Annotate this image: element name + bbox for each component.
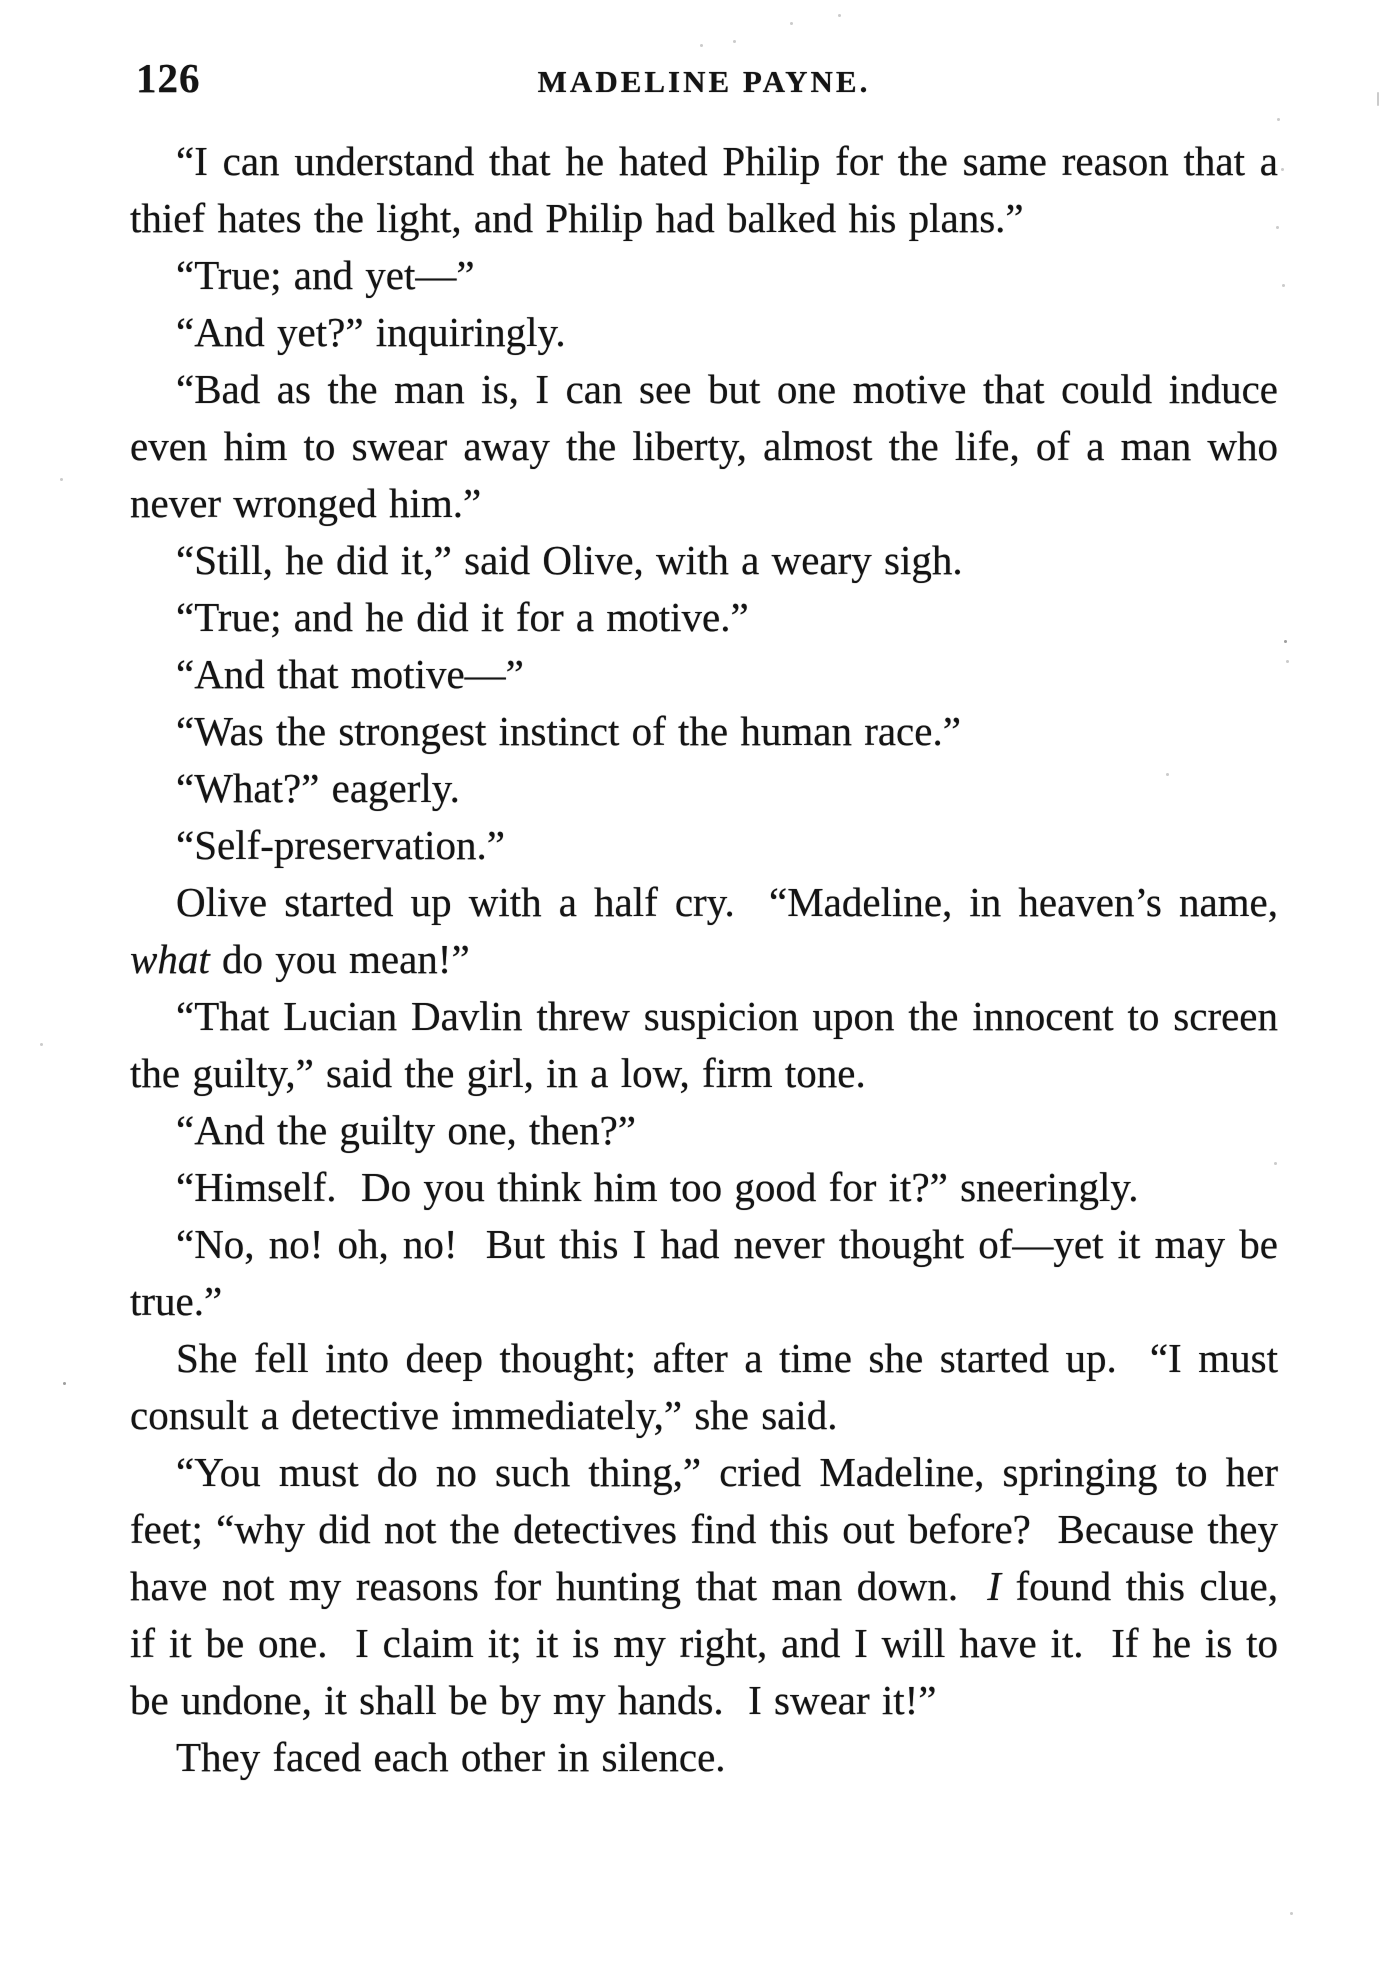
paragraph <box>130 988 1278 1102</box>
paragraph <box>130 361 1278 532</box>
text-run: “I can understand that he hated Philip for the same reason that a thief hates the light, and Philip had balked his plans.” <box>130 138 1278 241</box>
text-run: “True; and he did it for a motive.” <box>176 594 749 640</box>
paragraph <box>130 1444 1278 1729</box>
italic-text: I <box>987 1563 1001 1609</box>
scan-speck <box>1282 284 1285 287</box>
running-title: MADELINE PAYNE. <box>537 64 871 99</box>
text-run: She fell into deep thought; after a time she started up. “I must consult a detective immediately,” she said. <box>130 1335 1278 1438</box>
scan-speck <box>1281 168 1284 171</box>
text-run: “Still, he did it,” said Olive, with a weary sigh. <box>176 537 963 583</box>
text-run: Olive started up with a half cry. “Madeline, in heaven’s name, <box>176 879 1278 925</box>
paragraph <box>130 874 1278 988</box>
paragraph <box>130 247 1278 304</box>
text-run: They faced each other in silence. <box>176 1734 726 1780</box>
paragraph <box>130 760 1278 817</box>
scan-speck <box>700 44 703 47</box>
scan-speck <box>790 22 793 25</box>
text-run: “That Lucian Davlin threw suspicion upon the innocent to screen the guilty,” said the girl, in a low, firm tone. <box>130 993 1278 1096</box>
paragraph <box>130 1102 1278 1159</box>
italic-text: what <box>130 936 210 982</box>
text-run: “Himself. Do you think him too good for it?” sneeringly. <box>176 1164 1139 1210</box>
text-run: “And yet?” inquiringly. <box>176 309 566 355</box>
paragraph <box>130 1330 1278 1444</box>
scan-speck <box>1286 660 1289 663</box>
paragraph <box>130 532 1278 589</box>
text-run: “No, no! oh, no! But this I had never thought of—yet it may be true.” <box>130 1221 1278 1324</box>
page-number: 126 <box>136 55 201 101</box>
paragraph <box>130 1729 1278 1786</box>
text-run: “What?” eagerly. <box>176 765 460 811</box>
paragraph <box>130 133 1278 247</box>
text-run: “True; and yet—” <box>176 252 475 298</box>
text-run: do you mean!” <box>209 936 470 982</box>
page-body <box>130 133 1278 1786</box>
text-run: “Bad as the man is, I can see but one motive that could induce even him to swear away the liberty, almost the life, of a man who never wronged him.” <box>130 366 1278 526</box>
paragraph <box>130 703 1278 760</box>
paragraph <box>130 589 1278 646</box>
scan-speck <box>1290 1912 1293 1915</box>
scan-speck <box>60 478 63 481</box>
text-run: found this clue, if it be one. I claim it; it is my right, and I will have it. If he is to be undone, it shall be by my hands. I swear it!” <box>130 1563 1278 1723</box>
paragraph <box>130 817 1278 874</box>
text-run: “Was the strongest instinct of the human race.” <box>176 708 961 754</box>
scan-speck <box>1274 1162 1277 1165</box>
text-run: “And the guilty one, then?” <box>176 1107 637 1153</box>
scan-speck <box>1276 226 1279 229</box>
scan-speck <box>1166 773 1169 776</box>
text-run: “Self-preservation.” <box>176 822 505 868</box>
paragraph <box>130 304 1278 361</box>
paragraph <box>130 1159 1278 1216</box>
scan-speck <box>1277 118 1280 121</box>
scan-speck <box>63 1382 66 1385</box>
paragraph <box>130 1216 1278 1330</box>
scan-speck <box>733 40 736 43</box>
scan-speck <box>1377 92 1379 106</box>
scan-speck <box>838 14 841 17</box>
scan-speck <box>40 1043 43 1046</box>
page-header <box>130 52 1278 104</box>
text-run: “And that motive—” <box>176 651 524 697</box>
scan-speck <box>1284 640 1287 643</box>
text-run: “You must do no such thing,” cried Madeline, springing to her feet; “why did not the detectives find this out before? Because they have not my reasons for hunting that man down. <box>130 1449 1278 1609</box>
paragraph <box>130 646 1278 703</box>
